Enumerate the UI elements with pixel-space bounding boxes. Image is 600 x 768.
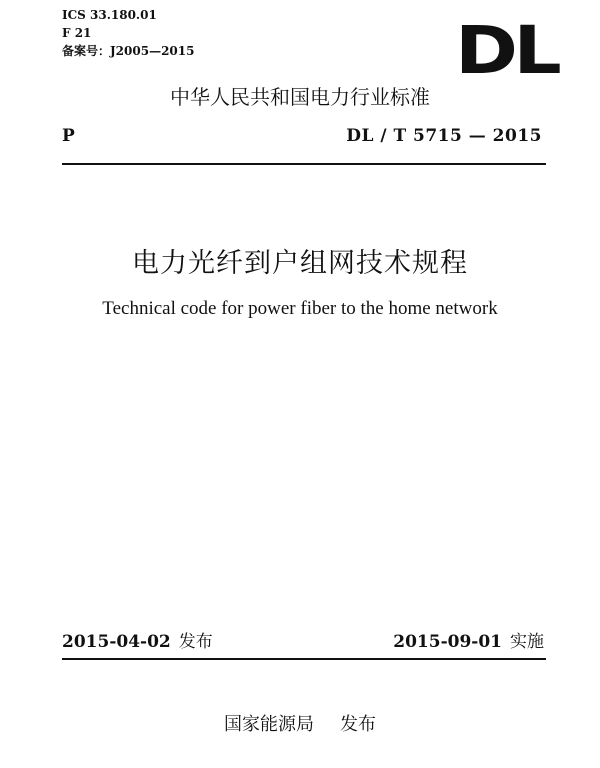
title-chinese: 电力光纤到户组网技术规程	[132, 248, 468, 279]
ccs-code: F 21	[62, 26, 92, 40]
title-english: Technical code for power fiber to the home network	[102, 298, 498, 319]
issue-date: 2015-04-02	[62, 632, 171, 652]
effective-label: 实施	[510, 632, 544, 652]
standard-code: DL / T 5715 — 2015	[346, 126, 542, 146]
publisher-label: 发布	[340, 714, 376, 735]
publisher-line	[0, 713, 600, 737]
issue-label: 发布	[178, 632, 213, 652]
ics-code: ICS 33.180.01	[62, 8, 157, 22]
classification-letter: P	[62, 126, 75, 146]
effective-date: 2015-09-01	[393, 632, 502, 652]
issue-info	[62, 627, 213, 652]
effective-info	[393, 627, 544, 652]
industry-standard-heading: 中华人民共和国电力行业标准	[170, 85, 430, 109]
publisher-name: 国家能源局	[224, 714, 314, 735]
dl-logo: DL	[455, 12, 558, 89]
filing-number: 备案号：J2005—2015	[62, 44, 195, 58]
top-divider	[62, 163, 546, 165]
bottom-divider	[62, 658, 546, 660]
document-metadata	[62, 6, 194, 60]
